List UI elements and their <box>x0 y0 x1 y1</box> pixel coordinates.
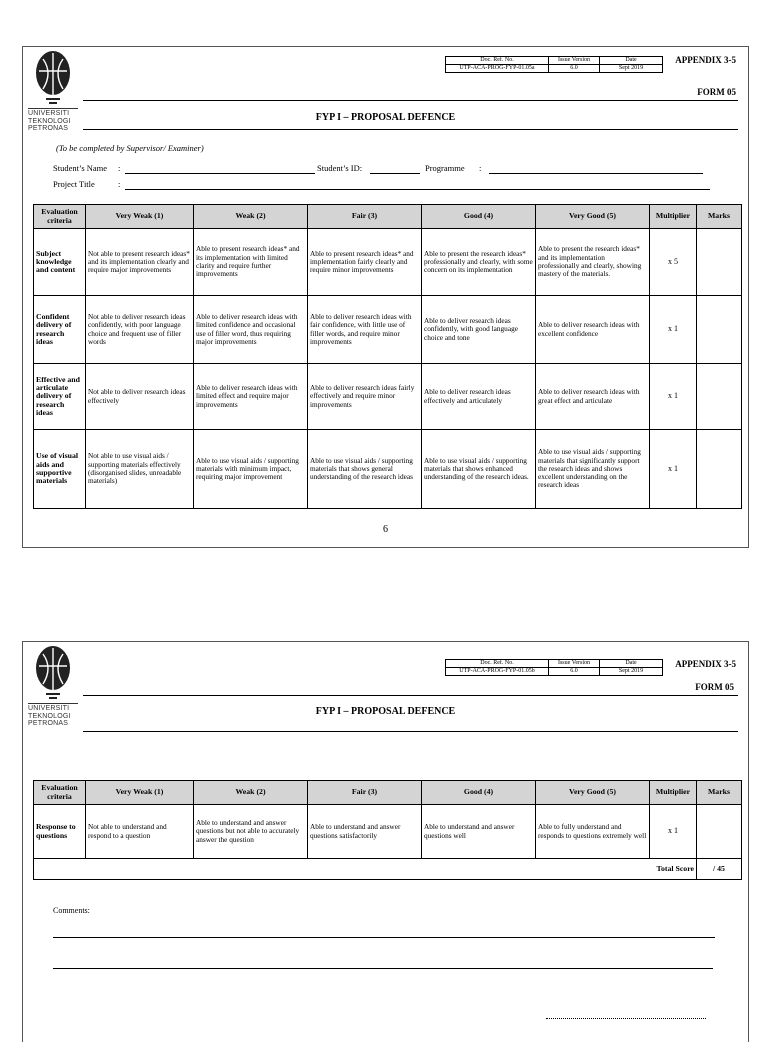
criteria-cell: Response to questions <box>34 805 86 859</box>
form-title: FYP I – PROPOSAL DEFENCE <box>315 112 456 123</box>
header-rule <box>83 100 738 101</box>
comments-line-2[interactable] <box>53 968 713 969</box>
signature-line[interactable] <box>546 1018 706 1019</box>
form-label: FORM 05 <box>695 682 734 692</box>
descriptor-cell: Able to deliver research ideas effectively and articulately <box>422 364 536 430</box>
marks-input-cell[interactable] <box>697 430 742 509</box>
form-page-1 <box>22 46 749 548</box>
ref-docref: UTP-ACA-PROG-FYP-01.05a <box>446 65 549 73</box>
ref-header-issue: Issue Version <box>549 57 600 65</box>
appendix-label: APPENDIX 3-5 <box>675 55 736 65</box>
form-title: FYP I – PROPOSAL DEFENCE <box>315 706 456 717</box>
student-id-label: Student’s ID: <box>317 163 363 173</box>
header-weak: Weak (2) <box>194 205 308 229</box>
document-reference-table <box>445 659 663 676</box>
descriptor-cell: Able to present the research ideas* and its implementation professionally and clearly, showing mastery of the materials. <box>536 229 650 296</box>
header-criteria: Evaluation criteria <box>34 781 86 805</box>
header-multiplier: Multiplier <box>650 205 697 229</box>
descriptor-cell: Not able to present research ideas* and its implementation clearly and require major improvements <box>86 229 194 296</box>
descriptor-cell: Not able to understand and respond to a question <box>86 805 194 859</box>
student-id-field[interactable] <box>370 173 420 174</box>
marks-input-cell[interactable] <box>697 229 742 296</box>
descriptor-cell: Able to present research ideas* and implementation fairly clearly and require minor improvements <box>308 229 422 296</box>
header-fair: Fair (3) <box>308 205 422 229</box>
student-name-field[interactable] <box>125 173 315 174</box>
descriptor-cell: Able to deliver research ideas with excellent confidence <box>536 296 650 364</box>
descriptor-cell: Able to deliver research ideas with great effect and articulate <box>536 364 650 430</box>
ref-docref: UTP-ACA-PROG-FYP-01.05b <box>446 668 549 676</box>
table-row <box>34 229 742 296</box>
form-page-2 <box>22 641 749 1042</box>
total-score-label: Total Score <box>34 859 697 880</box>
comments-line-1[interactable] <box>53 937 715 938</box>
descriptor-cell: Not able to use visual aids / supporting materials effectively (disorganised slides, unreadable materials) <box>86 430 194 509</box>
table-row <box>34 805 742 859</box>
rubric-table <box>33 204 742 509</box>
multiplier-cell: x 1 <box>650 296 697 364</box>
colon: : <box>479 163 482 173</box>
logo-text-line1: UNIVERSITI <box>28 703 78 713</box>
multiplier-cell: x 1 <box>650 430 697 509</box>
header-marks: Marks <box>697 781 742 805</box>
multiplier-cell: x 5 <box>650 229 697 296</box>
ref-header-docref: Doc. Ref. No. <box>446 660 549 668</box>
table-row <box>34 430 742 509</box>
header-rule <box>83 695 738 696</box>
descriptor-cell: Not able to deliver research ideas confidently, with poor language choice and frequent use of filler words <box>86 296 194 364</box>
descriptor-cell: Able to deliver research ideas with limited confidence and occasional use of filler word, thus requiring major improvements <box>194 296 308 364</box>
descriptor-cell: Able to use visual aids / supporting materials with minimum impact, requiring major improvement <box>194 430 308 509</box>
colon: : <box>118 179 121 189</box>
table-row <box>34 296 742 364</box>
appendix-label: APPENDIX 3-5 <box>675 659 736 669</box>
criteria-cell: Confident delivery of research ideas <box>34 296 86 364</box>
logo-text-line3: PETRONAS <box>28 125 69 132</box>
descriptor-cell: Able to use visual aids / supporting materials that significantly support the research ideas and shows excellent understanding on the research ideas <box>536 430 650 509</box>
descriptor-cell: Able to present research ideas* and its implementation with limited clarity and require further improvements <box>194 229 308 296</box>
rubric-table <box>33 780 742 880</box>
criteria-cell: Use of visual aids and supportive materials <box>34 430 86 509</box>
marks-input-cell[interactable] <box>697 364 742 430</box>
descriptor-cell: Able to present the research ideas* professionally and clearly, with some concern on its implementation <box>422 229 536 296</box>
ref-date: Sept 2019 <box>600 65 663 73</box>
descriptor-cell: Able to fully understand and responds to questions extremely well <box>536 805 650 859</box>
project-title-field[interactable] <box>125 189 710 190</box>
project-title-label: Project Title <box>53 179 95 189</box>
title-rule <box>83 731 738 732</box>
header-marks: Marks <box>697 205 742 229</box>
descriptor-cell: Able to deliver research ideas with limited effect and require major improvements <box>194 364 308 430</box>
rubric-header-row <box>34 781 742 805</box>
header-good: Good (4) <box>422 781 536 805</box>
title-rule <box>83 129 738 130</box>
descriptor-cell: Able to deliver research ideas fairly effectively and require minor improvements <box>308 364 422 430</box>
multiplier-cell: x 1 <box>650 364 697 430</box>
descriptor-cell: Not able to deliver research ideas effectively <box>86 364 194 430</box>
ref-issue: 6.0 <box>549 668 600 676</box>
utp-crest-icon <box>31 49 75 107</box>
comments-label: Comments: <box>53 906 90 915</box>
document-reference-table <box>445 56 663 73</box>
marks-input-cell[interactable] <box>697 805 742 859</box>
descriptor-cell: Able to understand and answer questions but not able to accurately answer the question <box>194 805 308 859</box>
logo-text-line2: TEKNOLOGI <box>28 117 71 125</box>
form-label: FORM 05 <box>697 87 736 97</box>
criteria-cell: Effective and articulate delivery of research ideas <box>34 364 86 430</box>
marks-input-cell[interactable] <box>697 296 742 364</box>
header-criteria: Evaluation criteria <box>34 205 86 229</box>
colon: : <box>118 163 121 173</box>
descriptor-cell: Able to deliver research ideas with fair confidence, with little use of filler words, and require minor improvements <box>308 296 422 364</box>
header-fair: Fair (3) <box>308 781 422 805</box>
descriptor-cell: Able to use visual aids / supporting materials that shows enhanced understanding of the research ideas. <box>422 430 536 509</box>
programme-label: Programme <box>425 163 465 173</box>
header-weak: Weak (2) <box>194 781 308 805</box>
criteria-cell: Subject knowledge and content <box>34 229 86 296</box>
programme-field[interactable] <box>489 173 703 174</box>
ref-header-docref: Doc. Ref. No. <box>446 57 549 65</box>
logo-text-line2: TEKNOLOGI <box>28 712 71 720</box>
descriptor-cell: Able to deliver research ideas confidently, with good language choice and tone <box>422 296 536 364</box>
page-number: 6 <box>383 524 388 535</box>
descriptor-cell: Able to understand and answer questions satisfactorily <box>308 805 422 859</box>
header-very-good: Very Good (5) <box>536 205 650 229</box>
descriptor-cell: Able to use visual aids / supporting materials that shows general understanding of the research ideas <box>308 430 422 509</box>
header-very-good: Very Good (5) <box>536 781 650 805</box>
total-row <box>34 859 742 880</box>
ref-issue: 6.0 <box>549 65 600 73</box>
header-very-weak: Very Weak (1) <box>86 781 194 805</box>
logo-text-line1: UNIVERSITI <box>28 108 78 118</box>
ref-header-date: Date <box>600 57 663 65</box>
table-row <box>34 364 742 430</box>
total-score-value: / 45 <box>697 859 742 880</box>
rubric-header-row <box>34 205 742 229</box>
ref-header-date: Date <box>600 660 663 668</box>
header-very-weak: Very Weak (1) <box>86 205 194 229</box>
logo-text-line3: PETRONAS <box>28 720 69 727</box>
ref-date: Sept 2019 <box>600 668 663 676</box>
header-multiplier: Multiplier <box>650 781 697 805</box>
utp-crest-icon <box>31 644 75 702</box>
ref-header-issue: Issue Version <box>549 660 600 668</box>
multiplier-cell: x 1 <box>650 805 697 859</box>
completion-note: (To be completed by Supervisor/ Examiner) <box>56 143 204 153</box>
header-good: Good (4) <box>422 205 536 229</box>
student-name-label: Student’s Name <box>53 163 108 173</box>
descriptor-cell: Able to understand and answer questions well <box>422 805 536 859</box>
